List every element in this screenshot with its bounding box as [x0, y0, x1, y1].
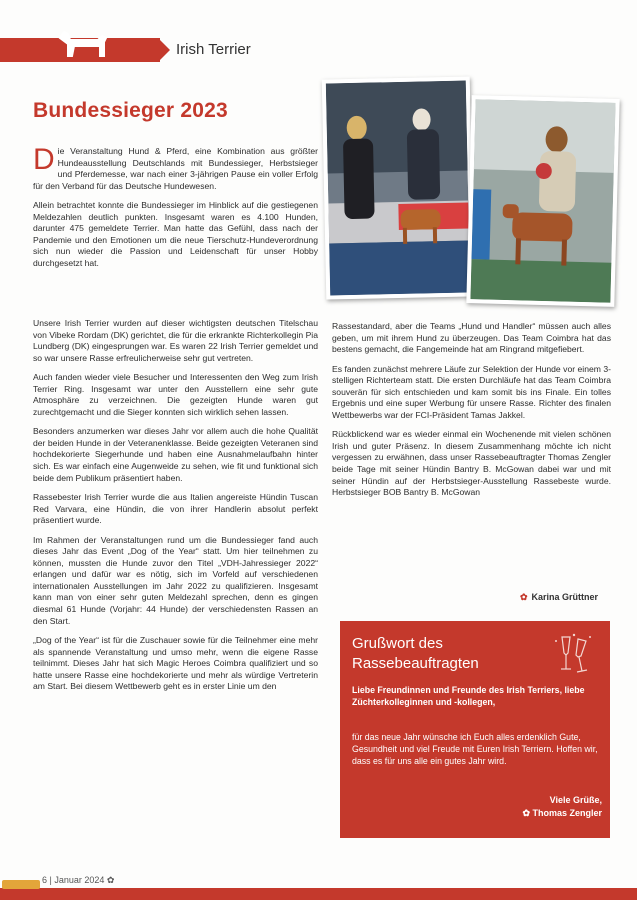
greeting-signature: Viele Grüße, ✿ Thomas Zengler: [522, 795, 602, 818]
article-paragraph-4: Auch fanden wieder viele Besucher und Interessenten den Weg zum Irish Terrier Ring. Insgesamt war unter den Ausstellern eine sehr gute Atmosphäre zu verzeichnen. Die gezeigten Hunde waren gut zurechtgemacht und die Sieger konnten sich wirklich sehen lassen.: [33, 372, 318, 417]
paw-icon: ✿: [106, 875, 115, 885]
article-paragraph-11: Rückblickend war es wieder einmal ein Wochenende mit vielen schönen Irish und guter Präsenz. In diesem Zusammenhang möchte ich nicht vergessen zu erwähnen, dass unser Rassebeauftragter Thomas Zengler beide Tage mit seiner Hündin Bantry B. McGowan dabei war und mit seiner Hündin auf der Herbstsieger-Ausstellung Rassebeste wurde. Herbstsieger BOB Bantry B. McGowan: [332, 429, 611, 498]
article-paragraph-5: Besonders anzumerken war dieses Jahr vor allem auch die hohe Qualität der beiden Hunde in der Veteranenklasse. Beide gezeigten Veteranen sind hochdekorierte Siegerhunde und haben eine Ausnahmelaufbahn hinter sich. Es war einfach eine Augenweide zu sehen, wie fit und funktional sich beide dem Publikum präsentiert haben.: [33, 426, 318, 483]
article-paragraph-10: Es fanden zunächst mehrere Läufe zur Selektion der Hunde vor einem 3-stelligen Richterteam statt. Die ersten Durchläufe hat das Team Coimbra souverän für sich entschieden und kam somit bis ins Finale. Ein tolles Ergebnis und eine super Werbung für unsere Rasse. Richter des finalen Wettbewerbs war der FCI-Präsident Tamas Jakkel.: [332, 363, 611, 420]
article-paragraph-2: Allein betrachtet konnte die Bundessieger im Hinblick auf die gestiegenen Meldezahlen deutlich punkten. Insgesamt waren es 4.100 Hunden, darunter 475 gemeldete Terrier. Man hatte das Gefühl, dass nach der Pandemie und den Emotionen um die neue Tierschutz-Hundeverordnung sich nun wieder die Passion und Leidenschaft für unser Hobby durchgesetzt hat.: [33, 200, 318, 268]
article-paragraph-9: Rassestandard, aber die Teams „Hund und Handler“ müssen auch alles geben, um mit ihrem Hund zu überzeugen. Das Team Coimbra hat das bestens gemacht, die Fangemeinde hat am Ringrand mitgefiebert.: [332, 321, 611, 355]
paw-icon: ✿: [522, 808, 533, 818]
photo-judging-ring: [322, 76, 475, 299]
photo-winner-dog: [466, 95, 619, 307]
publisher-logo: [2, 880, 40, 889]
photo-image-judging: [326, 81, 470, 296]
paw-icon: ✿: [520, 592, 528, 602]
greeting-intro: Liebe Freundinnen und Freunde des Irish Terriers, liebe Züchterkolleginnen und -kollegen,: [352, 685, 585, 707]
article-paragraph-6: Rassebester Irish Terrier wurde die aus Italien angereiste Hündin Tuscan Red Varvara, eine Hündin, die von ihrer Handlerin absolut perfekt präsentiert wurde.: [33, 492, 318, 526]
drop-cap: D: [33, 143, 55, 176]
section-title: Irish Terrier: [176, 41, 251, 58]
article-column-right: [332, 321, 611, 507]
article-headline: Bundessieger 2023: [33, 99, 228, 122]
greeting-box: [340, 621, 610, 838]
article-column-left: [33, 318, 318, 701]
footer-page-info: 6 | Januar 2024 ✿: [42, 875, 115, 885]
article-column-left-top: [33, 143, 318, 277]
footer-bar: [0, 888, 637, 900]
article-paragraph-3: Unsere Irish Terrier wurden auf dieser wichtigsten deutschen Titelschau von Vibeke Rordam (DK) gerichtet, die für die erkrankte Richterkollegin Pia Lundberg (DK) eingesprungen war. Es waren 22 Irish Terrier gemeldet und so war unsere Rasse erfreulicherweise sehr gut vertreten.: [33, 318, 318, 363]
greeting-body: für das neue Jahr wünsche ich Euch alles erdenklich Gute, Gesundheit und viel Freude mit Euren Irish Terriern. Hoffen wir, dass es für uns alle ein gutes Jahr wird.: [352, 732, 598, 766]
article-paragraph-8: „Dog of the Year“ ist für die Zuschauer sowie für die Teilnehmer eine mehr als spannende Veranstaltung und umso mehr, wenn die eigene Rasse teilnimmt. Dieses Jahr hat sich Magic Heroes Coimbra qualifiziert und so hatte unsere Rasse eine hochdekorierte und mehr als würdige Vertreterin am Start. Bei diesem Wettbewerb geht es in erster Linie um den: [33, 635, 318, 692]
photo-image-winner: [470, 99, 615, 303]
article-paragraph-1: Die Veranstaltung Hund & Pferd, eine Kombination aus größter Hundeausstellung Deutschlands mit Bundessieger, Herbstsieger und Pferdemesse, war nach einer 3-jährigen Pause ein voller Erfolg für den Verband für das Deutsche Hundewesen.: [33, 143, 318, 191]
champagne-glasses-icon: [546, 631, 602, 677]
terrier-silhouette-icon: [54, 26, 114, 66]
greeting-title: Grußwort des Rassebeauftragten: [352, 635, 479, 672]
article-paragraph-7: Im Rahmen der Veranstaltungen rund um die Bundessieger fand auch dieses Jahr das Event „Dog of the Year“ statt. Um hier teilnehmen zu können, mussten die Hunde zuvor den Titel „VDH-Jahressieger 2022“ erlangen und dafür war es nötig, sich im Vorfeld auf verschiedenen internationalen Ausstellungen im Jahr 2022 zu qualifizieren. Insgesamt kann man von einer sehr guten Meldezahl sprechen, denn es gingen diesmal 61 Hunde (Vorjahr: 44 Hunde) der verschiedensten Rassen an den Start.: [33, 534, 318, 626]
author-credit: ✿ Karina Grüttner: [520, 592, 599, 602]
header-band-arrow: [158, 38, 170, 62]
